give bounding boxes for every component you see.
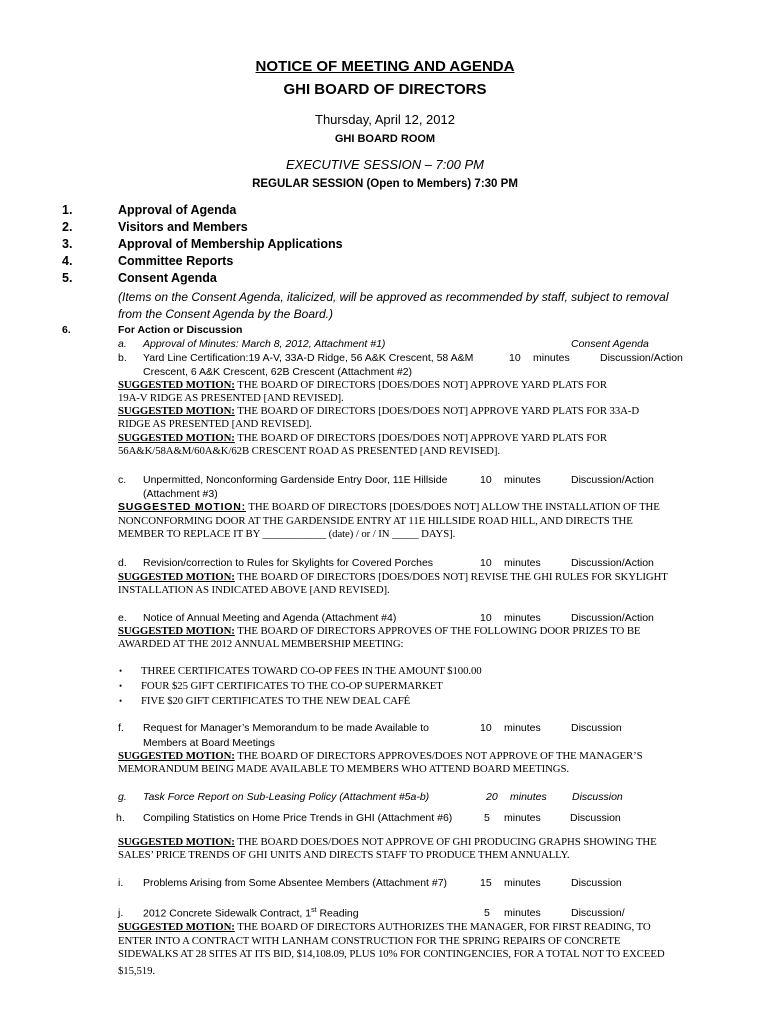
sub-item-text: Task Force Report on Sub-Leasing Policy (Attachment #5a-b) (143, 791, 430, 803)
organization-name: GHI BOARD OF DIRECTORS (283, 81, 487, 98)
motion-text: ENTER INTO A CONTRACT WITH LANHAM CONSTRUCTION FOR THE SPRING REPAIRS OF CONCRETE (118, 935, 621, 947)
motion-text: THE BOARD OF DIRECTORS [DOES/DOES NOT] ALLOW THE INSTALLATION OF THE (245, 501, 660, 513)
meeting-date: Thursday, April 12, 2012 (315, 112, 455, 127)
sub-item-text: (Attachment #3) (143, 488, 218, 500)
sub-item-unit: minutes (533, 352, 570, 364)
motion-text: SIDEWALKS AT 28 SITES AT ITS BID, $14,108.09, PLUS 10% FOR CONTINGENCIES, FOR A TOTAL NOT TO EXCEED (118, 948, 665, 960)
sub-item-unit: minutes (504, 612, 541, 624)
motion-text: MEMORANDUM BEING MADE AVAILABLE TO MEMBERS WHO ATTEND BOARD MEETINGS. (118, 763, 569, 775)
motion-label: SUGGESTED MOTION: (118, 501, 246, 513)
sub-item-text: Problems Arising from Some Absentee Members (Attachment #7) (143, 877, 448, 889)
suggested-motion (118, 836, 657, 848)
suggested-motion (118, 432, 607, 444)
sub-item-time: 10 (480, 474, 492, 486)
sub-item-text: Revision/correction to Rules for Skylights for Covered Porches (143, 557, 434, 569)
sub-item-unit: minutes (504, 907, 541, 919)
sub-item-letter: i. (118, 877, 124, 889)
consent-note: (Items on the Consent Agenda, italicized, will be approved as recommended by staff, subject to removal (118, 290, 669, 304)
sub-item-unit: minutes (504, 557, 541, 569)
suggested-motion (118, 571, 668, 583)
bullet-icon: • (119, 696, 123, 706)
consent-note: from the Consent Agenda by the Board.) (118, 307, 334, 321)
motion-text: THE BOARD OF DIRECTORS AUTHORIZES THE MANAGER, FOR FIRST READING, TO (234, 921, 651, 933)
sub-item-letter: g. (118, 791, 127, 803)
item-number: 1. (62, 203, 73, 217)
motion-text: $15,519. (118, 965, 155, 977)
item-number: 3. (62, 237, 73, 251)
motion-label: SUGGESTED MOTION: (118, 625, 235, 637)
suggested-motion (118, 379, 607, 391)
motion-text: THE BOARD OF DIRECTORS [DOES/DOES NOT] APPROVE YARD PLATS FOR 33A-D (234, 405, 640, 417)
sub-item-status: Consent Agenda (571, 338, 649, 350)
sub-item-text: Request for Manager’s Memorandum to be made Available to (143, 722, 429, 734)
item-number: 6. (62, 324, 71, 336)
motion-label: SUGGESTED MOTION: (118, 405, 235, 417)
motion-text: THE BOARD OF DIRECTORS APPROVES OF THE FOLLOWING DOOR PRIZES TO BE (234, 625, 641, 637)
item-label: Consent Agenda (118, 271, 217, 285)
sub-item-time: 10 (480, 612, 492, 624)
motion-text: 56A&K/58A&M/60A&K/62B CRESCENT ROAD AS PRESENTED [AND REVISED]. (118, 445, 500, 457)
executive-session: EXECUTIVE SESSION – 7:00 PM (286, 157, 484, 172)
bullet-icon: • (119, 666, 123, 676)
prize-item: FIVE $20 GIFT CERTIFICATES TO THE NEW DEAL CAFÉ (141, 695, 411, 707)
sub-item-type: Discussion/Action (571, 612, 654, 624)
motion-label: SUGGESTED MOTION: (118, 379, 235, 391)
prize-item: FOUR $25 GIFT CERTIFICATES TO THE CO-OP SUPERMARKET (141, 680, 443, 692)
sub-item-text: Approval of Minutes: March 8, 2012, Attachment #1) (143, 338, 386, 350)
sub-item-unit: minutes (504, 877, 541, 889)
sub-item-letter: a. (118, 338, 127, 350)
sub-item-letter: c. (118, 474, 127, 486)
motion-text: AWARDED AT THE 2012 ANNUAL MEMBERSHIP MEETING: (118, 638, 404, 650)
motion-text: 19A-V RIDGE AS PRESENTED [AND REVISED]. (118, 392, 344, 404)
motion-label: SUGGESTED MOTION: (118, 836, 235, 848)
prize-item: THREE CERTIFICATES TOWARD CO-OP FEES IN THE AMOUNT $100.00 (141, 665, 482, 677)
page-title: NOTICE OF MEETING AND AGENDA (255, 58, 515, 75)
item-number: 2. (62, 220, 73, 234)
sub-item-letter: h. (116, 812, 125, 824)
motion-text: INSTALLATION AS INDICATED ABOVE [AND REVISED]. (118, 584, 390, 596)
suggested-motion (118, 750, 643, 762)
sub-item-text: Notice of Annual Meeting and Agenda (Attachment #4) (143, 612, 397, 624)
motion-text: SALES’ PRICE TRENDS OF GHI UNITS AND DIRECTS STAFF TO PRODUCE THEM ANNUALLY. (118, 849, 570, 861)
sub-item-type: Discussion (570, 812, 621, 824)
bullet-icon: • (119, 681, 123, 691)
sub-item-letter: d. (118, 557, 127, 569)
sub-item-text: Compiling Statistics on Home Price Trends in GHI (Attachment #6) (143, 812, 453, 824)
sub-item-text: 2012 Concrete Sidewalk Contract, 1st Reading (143, 907, 359, 920)
sub-item-letter: e. (118, 612, 127, 624)
meeting-room: GHI BOARD ROOM (334, 133, 436, 145)
sub-item-text: Members at Board Meetings (143, 737, 275, 749)
sub-item-type: Discussion/Action (571, 474, 654, 486)
motion-label: SUGGESTED MOTION: (118, 432, 235, 444)
sub-item-type: Discussion (572, 791, 623, 803)
motion-label: SUGGESTED MOTION: (118, 571, 235, 583)
sub-item-unit: minutes (504, 722, 541, 734)
sub-item-unit: minutes (510, 791, 547, 803)
item-label: Approval of Agenda (118, 203, 237, 217)
item-label: Committee Reports (118, 254, 234, 268)
motion-text: MEMBER TO REPLACE IT BY ____________ (date) / or / IN _____ DAYS]. (118, 528, 456, 540)
sub-item-time: 5 (484, 907, 490, 919)
motion-text: THE BOARD OF DIRECTORS APPROVES/DOES NOT APPROVE OF THE MANAGER’S (234, 750, 643, 762)
sub-item-type: Discussion (571, 722, 622, 734)
sub-item-type: Discussion/ (571, 907, 625, 919)
sub-item-time: 10 (509, 352, 521, 364)
sub-item-unit: minutes (504, 474, 541, 486)
sub-item-letter: f. (118, 722, 124, 734)
sub-item-time: 5 (484, 812, 490, 824)
sub-item-letter: j. (118, 907, 124, 919)
motion-text: THE BOARD OF DIRECTORS [DOES/DOES NOT] REVISE THE GHI RULES FOR SKYLIGHT (234, 571, 668, 583)
motion-text: THE BOARD DOES/DOES NOT APPROVE OF GHI PRODUCING GRAPHS SHOWING THE (234, 836, 657, 848)
suggested-motion (118, 501, 660, 513)
sub-item-time: 10 (480, 557, 492, 569)
item-number: 5. (62, 271, 73, 285)
sub-item-type: Discussion/Action (571, 557, 654, 569)
motion-label: SUGGESTED MOTION: (118, 921, 235, 933)
sub-item-unit: minutes (504, 812, 541, 824)
sub-item-time: 15 (480, 877, 492, 889)
item-number: 4. (62, 254, 73, 268)
sub-item-time: 20 (486, 791, 498, 803)
sub-item-time: 10 (480, 722, 492, 734)
suggested-motion (118, 921, 651, 933)
item-label: For Action or Discussion (118, 324, 243, 336)
item-label: Approval of Membership Applications (118, 237, 343, 251)
sub-item-type: Discussion (571, 877, 622, 889)
suggested-motion (118, 625, 640, 637)
suggested-motion (118, 405, 639, 417)
motion-label: SUGGESTED MOTION: (118, 750, 235, 762)
sub-item-text: Crescent, 6 A&K Crescent, 62B Crescent (Attachment #2) (143, 366, 413, 378)
motion-text: NONCONFORMING DOOR AT THE GARDENSIDE ENTRY AT 11E HILLSIDE ROAD HILL, AND DIRECTS THE (118, 515, 633, 527)
sub-item-text: Yard Line Certification:19 A-V, 33A-D Ridge, 56 A&K Crescent, 58 A&M (143, 352, 474, 364)
motion-text: THE BOARD OF DIRECTORS [DOES/DOES NOT] APPROVE YARD PLATS FOR (234, 432, 607, 444)
sub-item-type: Discussion/Action (600, 352, 683, 364)
sub-item-letter: b. (118, 352, 127, 364)
sub-item-text: Unpermitted, Nonconforming Gardenside Entry Door, 11E Hillside (143, 474, 448, 486)
item-label: Visitors and Members (118, 220, 248, 234)
regular-session: REGULAR SESSION (Open to Members) 7:30 PM (252, 178, 518, 190)
motion-text: THE BOARD OF DIRECTORS [DOES/DOES NOT] APPROVE YARD PLATS FOR (234, 379, 607, 391)
motion-text: RIDGE AS PRESENTED [AND REVISED]. (118, 418, 312, 430)
